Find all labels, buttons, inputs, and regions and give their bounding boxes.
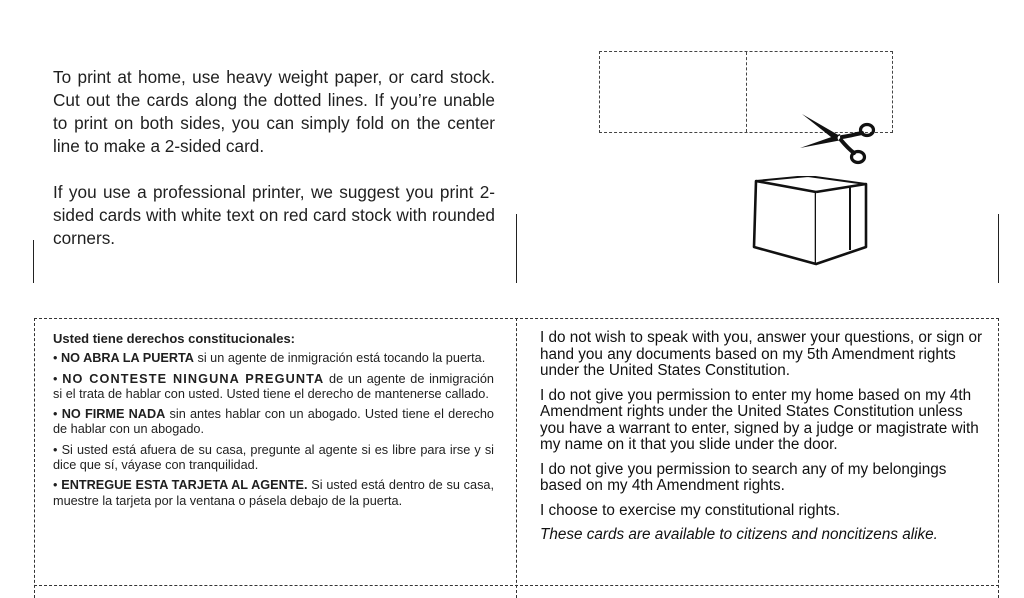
guide-line-right: [998, 214, 999, 283]
list-item-text: sin antes hablar con un abogado. Usted tiene el derecho de hablar con un abogado.: [53, 407, 494, 437]
bullet: •: [53, 371, 58, 386]
list-item-bold: NO CONTESTE NINGUNA PREGUNTA: [62, 371, 325, 386]
list-item-text: Si usted está dentro de su casa, muestre la tarjeta por la ventana o pásela debajo de la puerta.: [53, 478, 494, 508]
folded-card-icon: [750, 176, 874, 268]
statement-search: I do not give you permission to search any of my belongings based on my 4th Amendment rights.: [540, 460, 947, 494]
print-instructions: [53, 66, 495, 273]
list-item-bold: ENTREGUE ESTA TARJETA AL AGENTE.: [61, 478, 308, 493]
rights-card-spanish: [53, 331, 494, 514]
scissors-icon: [796, 108, 878, 166]
statement-5th-amendment: I do not wish to speak with you, answer your questions, or sign or hand you any documents based on my 5th Amendment rights under the United States Constitution.: [540, 329, 983, 379]
fold-line-center: [516, 318, 517, 598]
bullet: •: [53, 442, 58, 457]
cut-line-right: [998, 318, 999, 598]
rights-card-english: [540, 330, 985, 552]
guide-line-center: [516, 214, 517, 283]
cut-line-left: [34, 318, 35, 598]
instruction-paragraph-professional: If you use a professional printer, we suggest you print 2-sided cards with white text on red card stock with rounded corners.: [53, 182, 495, 248]
list-item-text: Si usted está afuera de su casa, pregunte al agente si es libre para irse y si dice que sí, váyase con tranquilidad.: [53, 442, 494, 473]
list-item-text: de un agente de inmigración si el trata de hablar con usted. Usted tiene el derecho de mantenerse callado.: [53, 371, 494, 401]
statement-enter-home: I do not give you permission to enter my home based on my 4th Amendment rights under the United States Constitution unless you have a warrant to enter, signed by a judge or magistrate with my name on it that you slide under the door.: [540, 386, 979, 453]
instruction-paragraph-home: To print at home, use heavy weight paper, or card stock. Cut out the cards along the dotted lines. If you’re unable to print on both sides, you can simply fold on the center line to make a 2-sided card.: [53, 67, 495, 156]
bullet: •: [53, 407, 58, 422]
statement-exercise-rights: I choose to exercise my constitutional rights.: [540, 501, 841, 519]
card-spanish-title: Usted tiene derechos constitucionales:: [53, 331, 296, 346]
bullet: •: [53, 351, 58, 366]
list-item-text: si un agente de inmigración está tocando la puerta.: [193, 351, 486, 366]
list-item: [53, 443, 494, 474]
list-item: [53, 478, 494, 509]
bullet: •: [53, 478, 58, 493]
list-item-bold: NO FIRME NADA: [61, 407, 166, 422]
availability-note: These cards are available to citizens and noncitizens alike.: [540, 526, 938, 543]
list-item: [53, 351, 494, 366]
card-fold-line-preview: [746, 52, 747, 132]
list-item: [53, 372, 494, 403]
guide-line-left: [33, 240, 34, 283]
list-item: [53, 407, 494, 438]
list-item-bold: NO ABRA LA PUERTA: [60, 351, 194, 366]
